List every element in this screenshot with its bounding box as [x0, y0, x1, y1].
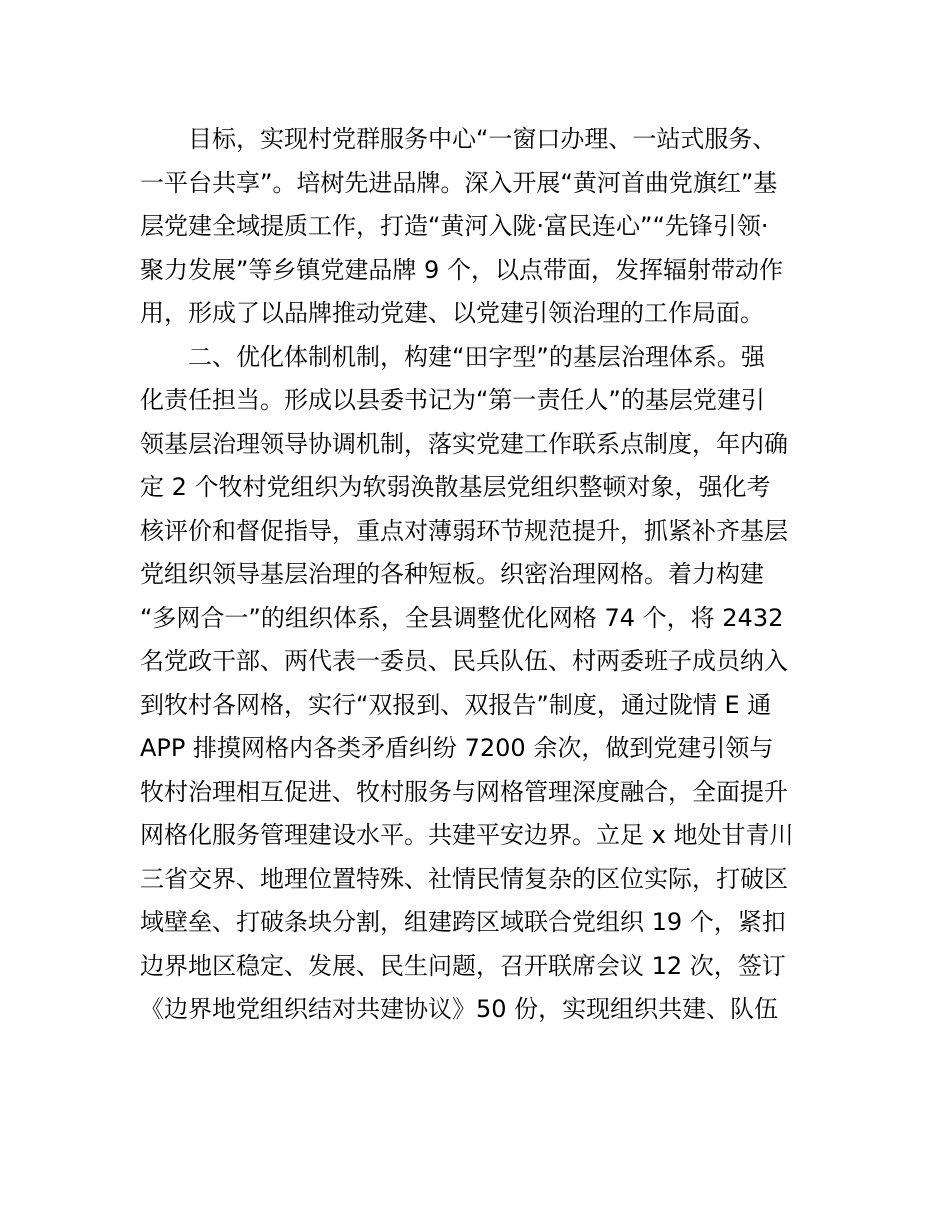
text-line: 牧村治理相互促进、牧村服务与网格管理深度融合，全面提升	[140, 777, 788, 806]
text-line: 用，形成了以品牌推动党建、以党建引领治理的工作局面。	[140, 299, 764, 327]
text-line: 领基层治理领导协调机制，落实党建工作联系点制度，年内确	[140, 429, 788, 458]
text-line: 党组织领导基层治理的各种短板。织密治理网格。着力构建	[140, 560, 764, 588]
paragraph-2	[140, 336, 815, 1032]
text-line: 目标，实现村党群服务中心“一窗口办理、一站式服务、	[140, 125, 777, 153]
text-line: 层党建全域提质工作，打造“黄河入陇·富民连心”“先锋引领·	[140, 212, 769, 240]
text-line: 二、优化体制机制，构建“田字型”的基层治理体系。强	[140, 342, 765, 371]
text-line: 到牧村各网格，实行“双报到、双报告”制度，通过陇情 E 通	[140, 690, 772, 719]
text-line: “多网合一”的组织体系，全县调整优化网格 74 个，将 2432	[140, 603, 784, 632]
text-line: 边界地区稳定、发展、民生问题，召开联席会议 12 次，签订	[140, 951, 786, 980]
text-line: 域壁垒、打破条块分割，组建跨区域联合党组织 19 个，紧扣	[140, 908, 786, 936]
text-line: 核评价和督促指导，重点对薄弱环节规范提升，抓紧补齐基层	[140, 516, 788, 545]
text-line: 三省交界、地理位置特殊、社情民情复杂的区位实际，打破区	[140, 864, 788, 893]
text-line: 一平台共享”。培树先进品牌。深入开展“黄河首曲党旗红”基	[140, 168, 778, 197]
text-line: APP 排摸网格内各类矛盾纠纷 7200 余次，做到党建引领与	[140, 734, 774, 762]
document-body	[140, 118, 815, 1032]
text-line: 化责任担当。形成以县委书记为“第一责任人”的基层党建引	[140, 386, 765, 414]
paragraph-1	[140, 118, 815, 336]
text-line: 定 2 个牧村党组织为软弱涣散基层党组织整顿对象，强化考	[140, 473, 771, 501]
text-line: 网格化服务管理建设水平。共建平安边界。立足 x 地处甘青川	[140, 821, 794, 849]
text-line: 《边界地党组织结对共建协议》50 份，实现组织共建、队伍	[140, 995, 779, 1023]
text-line: 聚力发展”等乡镇党建品牌 9 个，以点带面，发挥辐射带动作	[140, 255, 783, 284]
text-line: 名党政干部、两代表一委员、民兵队伍、村两委班子成员纳入	[140, 647, 788, 675]
